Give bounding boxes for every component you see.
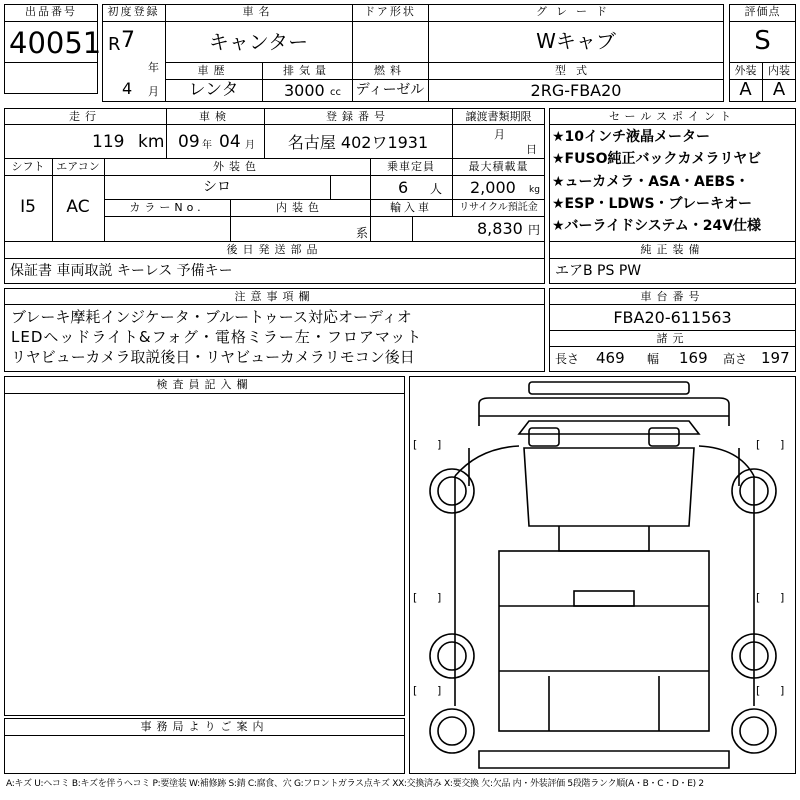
capacity-unit: 人 [430,182,443,196]
truck-diagram [409,376,796,774]
transfer-month-unit: 月 [494,128,505,141]
recycle-fee: 8,830 [477,219,523,238]
inspection-label: 車検 [199,110,231,123]
interior-label: 内装 [768,64,790,77]
fuel: ディーゼル [355,82,425,98]
sales-point: ★ューカメラ・ASA・AEBS・ [552,174,750,190]
inspector-box [4,376,405,716]
bracket-left-mid-r: [ [756,591,761,604]
note-line: リヤビューカメラ取説後日・リヤビューカメラリモコン後日 [11,348,415,366]
registration-label: 登録番号 [326,110,390,123]
car-name-label: 車名 [242,5,275,18]
bracket-left-low-r: [ [756,684,761,697]
length-label: 長さ [555,352,580,366]
later-parts: 保証書 車両取説 キーレス 予備キー [10,263,233,279]
displacement-label: 排気量 [283,64,331,77]
height: 197 [761,349,790,367]
max-load-label: 最大積載量 [468,160,529,173]
sales-point: ★バーライドシステム・24V仕様 [552,218,762,234]
exterior-score: A [739,79,752,100]
sales-point: ★ESP・LDWS・ブレーキオー [552,196,752,212]
transfer-deadline-label: 譲渡書類期限 [465,110,532,123]
shift-label: シフト [11,160,45,173]
import-label: 輸入車 [390,201,432,214]
displacement: 3000 [284,81,325,100]
lot-number: 40051 [9,26,102,60]
note-line: LEDヘッドライト&フォグ・電格ミラー左・フロアマット [11,328,423,346]
exterior-color-label: 外装色 [213,160,261,173]
inspection-year: 09 [178,132,200,152]
capacity: 6 [398,178,409,197]
history: レンタ [188,80,239,100]
equipment: エアB PS PW [555,263,642,279]
car-name: キャンター [208,30,309,54]
width-label: 幅 [647,352,660,366]
interior-color-label: 内装色 [276,201,324,214]
bracket-right-top-r: ] [780,438,785,451]
sales-point: ★10インチ液晶メーター [552,129,711,145]
bracket-right-low: ] [437,684,442,697]
inspection-year-unit: 年 [202,140,212,151]
first-registration-label: 初度登録 [107,5,160,18]
equipment-label: 純正装備 [640,243,705,256]
year-unit: 年 [148,61,159,74]
sales-point: ★FUSO純正バックカメラリヤビ [552,151,762,167]
overall-score: S [754,26,771,56]
max-load: 2,000 [470,178,516,197]
width: 169 [679,349,708,367]
mileage-unit: km [138,132,165,152]
bracket-right-mid: ] [437,591,442,604]
era-mark: R [108,34,121,55]
capacity-label: 乗車定員 [387,160,435,173]
mileage-label: 走行 [69,110,101,123]
inspection-month-unit: 月 [245,140,255,151]
ac-label: エアコン [56,160,100,173]
transfer-day-unit: 日 [526,143,537,156]
legend: A:キズ U:ヘコミ B:キズを伴うヘコミ P:要塗装 W:補修跡 S:錆 C:腐食、穴 G:フロントガラス点キズ XX:交換済み X:要交換 欠:欠品 内・外装評価 5段階ランク順(A・B・C・D・E) 2 [6,779,704,789]
recycle-label: リサイクル預託金 [459,202,538,213]
recycle-unit: 円 [528,223,541,237]
grade-label: グレード [536,5,616,18]
bracket-right-mid-r: ] [780,591,785,604]
bracket-left-top-r: [ [756,438,761,451]
model-code: 2RG-FBA20 [530,81,622,100]
length: 469 [596,349,625,367]
height-label: 高さ [723,352,748,366]
notes-label: 注意事項欄 [234,290,315,303]
office-label: 事務局よりご案内 [140,720,269,733]
sales-points-label: セールスポイント [608,110,736,123]
interior-color-suffix: 系 [356,226,369,240]
note-line: ブレーキ摩耗インジケータ・ブルートゥース対応オーディオ [11,308,412,326]
bracket-left-mid: [ [413,591,418,604]
interior-score: A [772,79,786,100]
bracket-right-low-r: ] [780,684,785,697]
exterior-label: 外装 [734,64,757,77]
first-registration-month: 4 [122,79,133,98]
model-label: 型式 [555,64,597,77]
shift: I5 [20,197,36,217]
inspector-label: 検査員記入欄 [156,378,253,391]
inspection-month: 04 [219,132,241,152]
bracket-left-top: [ [413,438,418,451]
bracket-left-low: [ [413,684,418,697]
door-type-label: ドア形状 [364,5,416,18]
chassis-label: 車台番号 [640,290,705,303]
lot-number-label: 出品番号 [25,5,77,18]
chassis-number: FBA20-611563 [613,308,732,327]
exterior-color: シロ [203,179,231,195]
max-load-unit: kg [529,185,540,195]
first-registration-year: 7 [121,28,135,53]
dimensions-label: 諸元 [656,332,689,345]
month-unit: 月 [148,85,159,98]
bracket-right-top: ] [437,438,442,451]
registration-number: 名古屋 402ワ1931 [287,133,429,152]
displacement-unit: cc [330,87,341,98]
fuel-label: 燃料 [374,64,406,77]
later-parts-label: 後日発送部品 [226,243,323,256]
score-label: 評価点 [744,5,781,18]
ac: AC [66,197,90,217]
mileage: 119 [92,132,125,152]
grade: Wキャブ [536,29,616,53]
color-number-label: カラーNo. [129,201,205,214]
history-label: 車歴 [197,64,230,77]
